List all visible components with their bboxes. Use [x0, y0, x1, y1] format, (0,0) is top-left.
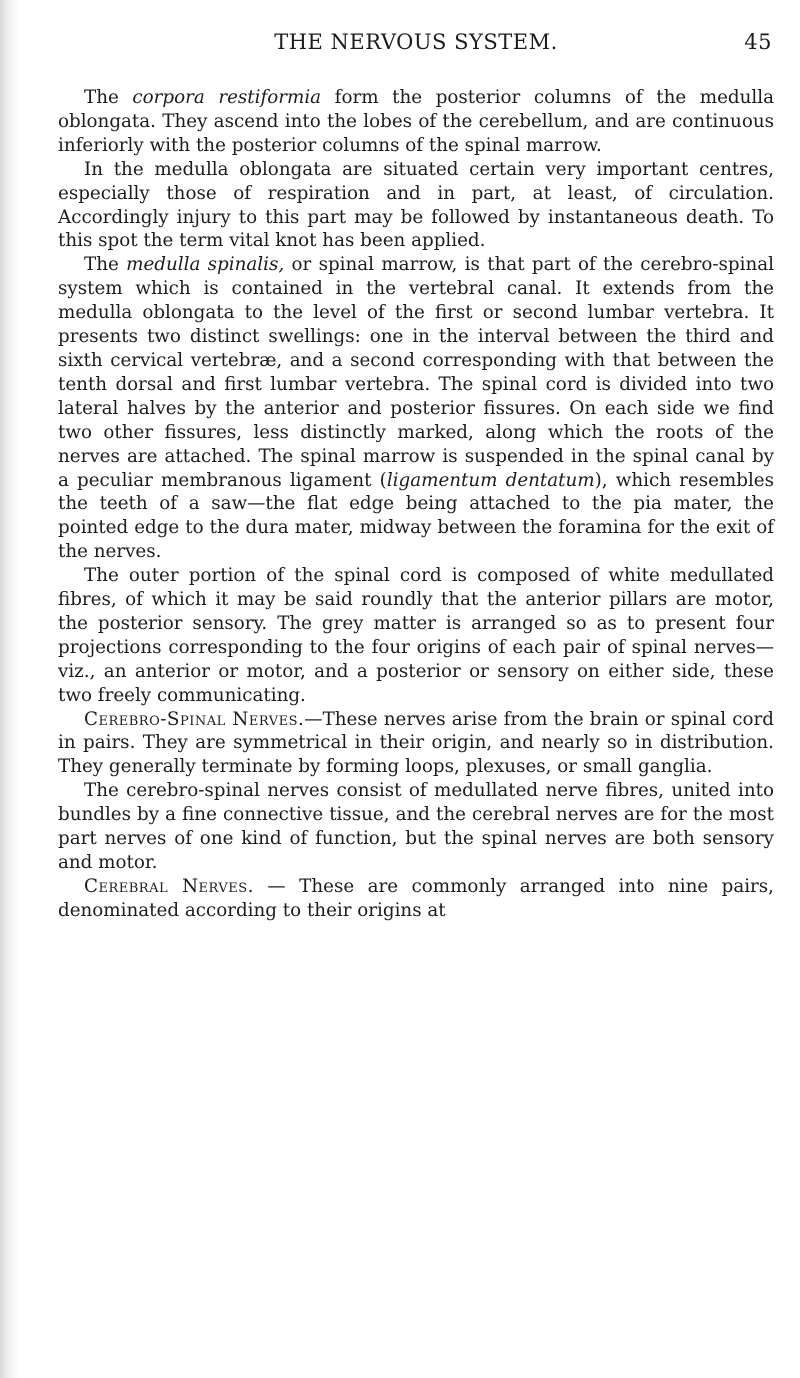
body-text — [58, 86, 774, 923]
section-heading: Cerebral Nerves. — [84, 875, 254, 897]
page-number: 45 — [744, 30, 772, 54]
paragraph — [58, 779, 774, 875]
paragraph — [58, 564, 774, 707]
text-run: form the posterior columns of the medulla oblongata. They ascend into the lobes of the cerebellum, and are continuous inferiorly with the posterior columns of the spinal marrow. — [58, 87, 774, 156]
text-run: The — [84, 87, 133, 108]
text-run: In the medulla oblongata are situated certain very important centres, especially those of respiration and in part, at least, of circulation. Accordingly injury to this part may be followed by instantaneous death. To this spot the term vital knot has been applied. — [58, 158, 774, 252]
text-run: —These nerves arise from the brain or spinal cord in pairs. They are symmetrical in their origin, and nearly so in distribution. They generally terminate by forming loops, plexuses, or small ganglia. — [58, 708, 774, 778]
paragraph — [58, 708, 774, 780]
text-run: — These are commonly arranged into nine pairs, denominated according to their origins at — [58, 875, 774, 921]
paragraph — [58, 158, 774, 254]
text-run: ), which resembles the teeth of a saw—the flat edge being attached to the pia mater, the pointed edge to the dura mater, midway between the foramina for the exit of the nerves. — [58, 469, 774, 563]
paragraph — [58, 875, 774, 923]
text-run: The cerebro-spinal nerves consist of medullated nerve fibres, united into bundles by a fine connective tissue, and the cerebral nerves are for the most part nerves of one kind of function, but the spinal nerves are both sensory and motor. — [58, 780, 774, 873]
section-heading: Cerebro-Spinal Nerves. — [84, 708, 305, 730]
paragraph — [58, 86, 774, 158]
italic-term: ligamentum dentatum — [386, 469, 595, 491]
text-run: The — [84, 254, 127, 276]
italic-term: medulla spinalis, — [126, 254, 285, 276]
running-title: THE NERVOUS SYSTEM. — [274, 30, 558, 54]
italic-term: corpora restiformia — [132, 87, 322, 108]
paragraph — [58, 253, 774, 564]
text-run: The outer portion of the spinal cord is composed of white medullated fibres, of which it may be said roundly that the anterior pillars are motor, the posterior sensory. The grey matter is arranged so as to present four projections corresponding to the four origins of each pair of spinal nerves—viz., an anterior or motor, and a posterior or sensory on either side, these two freely communicating. — [58, 565, 774, 706]
page-gutter-shadow — [0, 0, 20, 1378]
text-run: or spinal marrow, is that part of the cerebro-spinal system which is contained in the vertebral canal. It extends from the medulla oblongata to the level of the first or second lumbar vertebra. It presents two distinct swellings: one in the interval between the third and sixth cervical vertebræ, and a second corresponding with that between the tenth dorsal and first lumbar vertebra. The spinal cord is divided into two lateral halves by the anterior and posterior fissures. On each side we find two other fissures, less distinctly marked, along which the roots of the nerves are attached. The spinal marrow is suspended in the spinal canal by a peculiar membranous ligament ( — [58, 254, 774, 491]
page-header — [60, 30, 772, 64]
